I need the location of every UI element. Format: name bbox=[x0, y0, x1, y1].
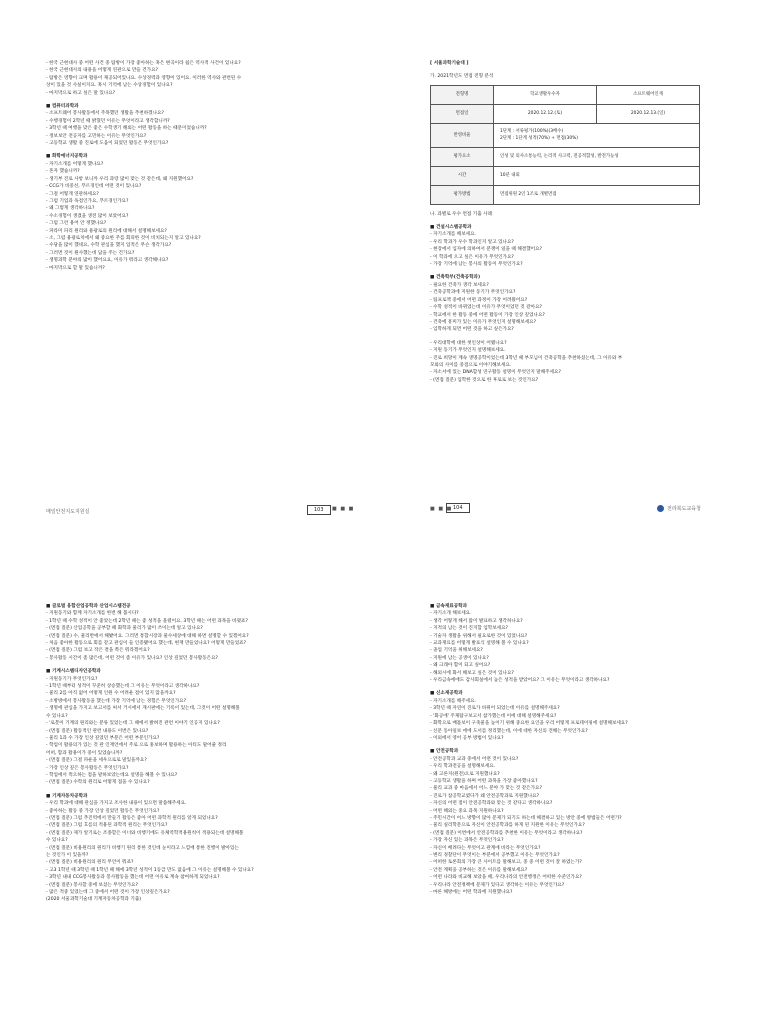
list-item: - 주민시간이 어느 방향이 많아 문제가 되기도 하는데 해결하고 있는 방안 중에 방법들은 어떤가? bbox=[430, 815, 622, 821]
list-item: - 물리 교과 중 마음에서 어느 분야 가 맞는 것 같은가요? bbox=[430, 786, 542, 792]
list-item: - 가장 자신 있는 과목은 무엇인가요? bbox=[430, 838, 504, 844]
list-item: - 수소경험이 생겼을 생전 많이 보았어요? bbox=[46, 213, 129, 219]
list-item: - 혼자 했습니까? bbox=[46, 169, 80, 175]
list-item: - 고3 1학년 때 3학년 때 1학년 때 해에 3학년 성적이 1등급 만도 없음에 그 이유는 설명해볼 수 있나요? bbox=[46, 867, 254, 873]
list-item: - 1학년 때 수학 성적이 안 좋았는데 2학년 때는 좋 성적을 올렸어요. 3학년 때는 어떤 과목을 바꿨죠? bbox=[46, 618, 248, 624]
section-heading: ■ 금속재료공학과 bbox=[430, 604, 468, 609]
page-dots: ■ ■ ■ bbox=[332, 506, 355, 512]
list-item: - 그럼 기업과 독점인가요, 푸르경인가요? bbox=[46, 198, 129, 204]
table-cell: 10분 내외 bbox=[494, 166, 700, 185]
table-cell: 인성 및 의사소통능력, 논리적 사고력, 전공적합성, 발전가능성 bbox=[494, 147, 700, 166]
list-item: - 그럼 그런 용어 안 정했나요? bbox=[46, 221, 107, 227]
list-item: - 마지막으로 하고 싶은 말 있나요? bbox=[46, 90, 116, 96]
list-item: - 그걸 어떻게 연관하세요? bbox=[46, 191, 99, 197]
list-item: - (면접 질문) 수학의 원리로 어떻게 접을 수 있나요? bbox=[46, 780, 150, 786]
list-item: - 정보보안 전공자를 고민하는 이유는 무엇인가요? bbox=[46, 133, 147, 139]
section-heading: ■ 글로벌 융합산업공학과 산업시스템전공 bbox=[46, 604, 131, 609]
list-item: - 자신의 어떤 점이 안전공학과와 맞는 것 같다고 생각하나요? bbox=[430, 801, 553, 807]
section-heading: ■ 신소재공학과 bbox=[430, 691, 463, 697]
page-104 bbox=[430, 60, 730, 384]
list-item: - 생명과학 분야의 많이 했어요요, 이유가 뭐라고 생각해나요? bbox=[46, 258, 169, 264]
list-item: - 소방방에서 봉사활동을 했는데 가장 기억에 남는 경험은 무엇인가요? bbox=[46, 698, 187, 704]
table-cell: 면접위원 2인 1조로 개별면접 bbox=[494, 185, 700, 204]
section-heading: ■ 건설시스템공학과 bbox=[430, 225, 472, 231]
page-103 bbox=[46, 60, 376, 272]
list-item: - (면접 질문) 비용원리의 원리가 비행기 원리 통한 것인데 눈이라고 느낌에 통한 진행이 발아있는 bbox=[46, 845, 239, 851]
list-item: - 학업에서 먹으하는 점을 말하보았는데요 설명을 해볼 수 있나요? bbox=[46, 772, 178, 778]
section-heading: ■ 기계시스템디자인공학과 bbox=[46, 669, 101, 675]
list-item: - 자소서에 있는 DNA합성 연구활동 설명이 무엇인지 말해주세요? bbox=[430, 370, 561, 376]
list-item: - 3학년 때 여행을 맞은 좋은 수학생기 해외는 어떤 활동을 하는 때문이었습니까? bbox=[46, 126, 207, 132]
list-item: 수 있나요? bbox=[46, 838, 68, 844]
list-item: - 물리 실리학문으로 자신이 안전공학과를 하게 된 지원한 이유는 무엇인가요? bbox=[430, 823, 585, 829]
list-item: - 생명에 관심을 가지고 보고서를 써서 거시에서 게시판에는 기록이 있는데, 그것이 어떤 설명해볼 bbox=[46, 706, 240, 712]
list-item: - 소, 그럼 용광로치에서 왜 중요한 주를 회피한 것이 비치되는지 알고 있나요? bbox=[46, 235, 201, 241]
list-item: - 기술자 생활을 위해서 필요로한 것이 있었나요? bbox=[430, 633, 528, 639]
list-item: - 자신이 배려다는 무엇이고 관계에 바라는 무엇인가요? bbox=[430, 845, 541, 851]
list-item: - 처음 좋아한 활동으로 회를 같고 관심이 들 인증됐어요 했는데, 현재 만들었나요? 어떻게 만들었죠? bbox=[46, 641, 247, 647]
page-dots: ■ ■ ■ bbox=[430, 506, 453, 512]
list-item: - (면접 질문) 그럼 보고 작은 결을 쪽은 뭐라겠어요? bbox=[46, 648, 150, 654]
table-header-cell: 소프트웨어인재 bbox=[596, 85, 699, 104]
list-item: - 고등학교 생활 중 진로에 도움이 되었던 활동은 무엇인가요? bbox=[46, 141, 169, 147]
list-item: - CCG가 비중선, 푸르경인데 어떤 것이 있나요? bbox=[46, 184, 142, 190]
list-item: - 왜 그렇게 생각하나요? bbox=[46, 206, 95, 212]
list-item: - (면접 질문) 수, 물리반에서 해봤어요. 그러면 통합시장과 물수세상에 대해 하면 설명할 수 있겠어요? bbox=[46, 633, 249, 639]
list-item: - (면접 질문) 그걸 파운을 세우으로로 말있을까요? bbox=[46, 758, 147, 764]
list-item: 는 것인가 이 있을까? bbox=[46, 853, 89, 858]
list-item: - 생각 어떻게 해서 많이 발표하고 생각하나요? bbox=[430, 618, 523, 624]
table-cell: 2020.12.13.(일) bbox=[596, 104, 699, 123]
list-item: - 봉사활동 시간이 좀 많은데, 어떤 것이 좀 이유가 있나요? 인상 깊었던 봉사활동은요? bbox=[46, 655, 218, 661]
list-item: - 3학년 때 자연이 진로가 바뀌어 되었는데 이유를 설명해주세요? bbox=[430, 706, 560, 712]
list-item: - 가장 기억에 남는 봉사의 활동이 무엇인가요? bbox=[430, 262, 523, 268]
list-item: - 그러면 것이 뭔사했는데 답을 주는 건가요? bbox=[46, 250, 135, 256]
list-item: - (면접 질문) 그럼 추진력에서 만들기 활동은 좋아 어떤 과학적 원리를 알게 되었나요? bbox=[46, 815, 218, 821]
list-item: - 수학 성적이 바뀌었는데 이유가 무엇이었던 것 같아요? bbox=[430, 305, 542, 311]
list-item: - 우리 학과가 우수 학과인지 알고 있나요? bbox=[430, 239, 514, 245]
list-item: - 생기부 진로 사항 보니까 우리 과랑 많이 맞는 것 같은데, 왜 지원했어요? bbox=[46, 176, 194, 182]
list-item: - (면접 질문) 비용원리의 원리 무언이 뭐죠? bbox=[46, 860, 134, 866]
section-subtitle: 나. 과별로 우수 면접 기출 사례 bbox=[430, 211, 493, 217]
list-item: - 우리금속에에도 감사회실에서 높은 성적을 받았어요? 그 이유는 무엇이라고 생각하나요? bbox=[430, 678, 610, 684]
list-item: - (면접 질문) 제가 알기로는 조종할은 이너와 비행기에도 유체역학적용원칙이 적용되는데 설명해볼 bbox=[46, 830, 244, 836]
list-item: - 자기소개를 어떻게 했나요? bbox=[46, 161, 104, 167]
list-item: - 지원 동기가 무엇인지 설명해보세요. bbox=[430, 348, 506, 354]
section-subtitle: 가. 2021학년도 면접 전형 분석 bbox=[430, 74, 494, 80]
list-item: - 자기소개 해보세요. bbox=[430, 611, 472, 617]
list-item: - 어떤 해외는 중요 과목 지원하나요? bbox=[430, 808, 504, 814]
list-item: - 학교에서 한 활동 중에 어떤 활동이 가장 인상 깊었나요? bbox=[430, 312, 545, 318]
list-item: - 마른 해방에는 어떤 학과에 지원했나요? bbox=[430, 890, 513, 896]
list-item: - (면접 질문) 입학한 것으로 한 후로로 보는 것인가요? bbox=[430, 377, 539, 383]
education-office-logo-icon bbox=[657, 505, 664, 512]
table-label-cell: 반영비율 bbox=[431, 123, 494, 147]
list-item: - 현장에서 입자에 의하여서 분쟁이 일을 때 해결했어요? bbox=[430, 247, 542, 253]
list-item: - 수행경험이 2학년 때 밝혔던 이유는 무엇이라고 생각합니까? bbox=[46, 118, 170, 124]
list-item: - 팀프로젝 중에서 어떤 과정이 가장 어려웠어요? bbox=[430, 297, 528, 303]
page-number-103: 103 bbox=[307, 505, 331, 515]
list-item: - (면접 질문) 활동적인 관련 내용도 이번은 있나요? bbox=[46, 728, 149, 734]
list-item: - 해외시에 화서 해보고 싶은 것이 있나요? bbox=[430, 670, 514, 676]
list-item: - 건축공학과에 지원한 동기가 무엇인가요? bbox=[430, 290, 516, 296]
list-item: - 지원에 남는 공생이 있나요? bbox=[430, 655, 489, 661]
list-item: - 진로가 참공학교였다가 왜 안전공학과로 지원했나요? bbox=[430, 793, 540, 799]
list-item: (2020 서울과학기술대 기계자동차공학과 기출) bbox=[46, 897, 142, 903]
list-item: - 물리 1과 수 가장 인상 깊었던 부분은 어떤 부분인가요? bbox=[46, 735, 160, 741]
list-item: 수 있나요? bbox=[46, 713, 68, 719]
list-item: - 지적의 남는 것이 진지합 입학보세요? bbox=[430, 626, 508, 632]
list-item: - 지원동기와 함께 자기소개를 한번 해 봅시다? bbox=[46, 611, 139, 617]
list-item: 모와의 사이를 중점으로 이야기해보세요. bbox=[430, 362, 512, 368]
list-item: - 필요한 건축가 생각 보세요? bbox=[430, 282, 489, 288]
list-item: - 소프트웨어 봉사활동에서 주목했던 생활을 추천하겠나요? bbox=[46, 111, 164, 117]
section-heading: ■ 화학에너지공학과 bbox=[46, 154, 88, 160]
list-item: - 자기소개를 해보세요. bbox=[430, 232, 476, 238]
page-title: [ 서울과학기술대 ] bbox=[430, 61, 469, 66]
list-item: - 많은 적중 있었는데 그 중에서 어떤 것이 가장 인상깊은가요? bbox=[46, 890, 170, 896]
list-item: - 한국 근현대사의 내용을 어떻게 연관으로 만들 건가요? bbox=[46, 68, 158, 74]
list-item: 어떠, 함과 활용이가 중이 있었습니까? bbox=[46, 750, 123, 756]
list-item: - 건축에 흥미가 있는 이유가 무엇인지 설명해보세요? bbox=[430, 319, 537, 325]
list-item: - 우리나라 안전정책에 문제가 있다고 생각하는 이유는 무엇인가요? bbox=[430, 882, 565, 888]
list-item: - 한국 근현대사 중 어떤 사건 중 탐방이 가장 좋아하는 혹은 변곡이라 쉽은 역사적 사건이 있나요? bbox=[46, 61, 241, 66]
list-item: - 우리 학과에 대해 관심을 가지고 조사한 내용이 있으면 말씀해주세요. bbox=[46, 801, 187, 807]
list-item: - 3학년 내내 CCG봉사활동과 봉사활동을 했는데 어떤 이유로 계속 참여하게 되었나요? bbox=[46, 875, 220, 881]
list-item: - 왜 고른지(원전)으로 지원했나요? bbox=[430, 771, 500, 777]
list-item: - 수당을 많이 했네요, 수학 관심을 했지 업적은 무슨 생각가요? bbox=[46, 243, 172, 249]
list-item: - 입학하게 되면 어떤 것을 하고 싶은가요? bbox=[430, 327, 514, 333]
list-item: - (면접 질문) 봉사할 중에 보셨는 무엇인가요? bbox=[46, 882, 138, 888]
list-item: - 어떠한 토론회의 가장 큰 사이트를 말해보고, 중 중 어떤 것이 잘 하였는가? bbox=[430, 860, 582, 866]
list-item: - 학업이 활용의가 있는 것 관 인재언에서 주로 으로 홍보하며 활용하는 아티도 말어줄 정리 bbox=[46, 743, 227, 749]
table-label-cell: 평가방법 bbox=[431, 185, 494, 204]
page-105 bbox=[46, 603, 376, 904]
list-item: - 이 학과에 오고 싶은 이유가 무엇인가요? bbox=[430, 254, 514, 260]
list-item: - 지원동기가 무엇인가요? bbox=[46, 676, 98, 682]
table-label-cell: 시간 bbox=[431, 166, 494, 185]
list-item: - 어떤 나라와 비교해 보았을 때, 우리나라의 안전행정은 어떠한 수준인가요? bbox=[430, 875, 582, 881]
table-header-cell: 전형명 bbox=[431, 85, 494, 104]
table-header-cell: 학교생활우수자 bbox=[494, 85, 597, 104]
section-heading: ■ 기계자동차공학과 bbox=[46, 793, 88, 799]
list-item: - '로봇이 기계의 원리와는 분류 있었는데 그 때에서 밝혀진 관련 이야기 인공지 있나요? bbox=[46, 721, 220, 727]
list-item: - 안전공학과 교과 중에서 어떤 것이 있나요? bbox=[430, 756, 519, 762]
list-item: - 우리대학에 대한 첫인상이 어땠나요? bbox=[430, 340, 507, 346]
list-item: - 자기소개를 해주세요. bbox=[430, 698, 476, 704]
list-item: - 변리 경찰단이 무엇이는 부분에서 공부했고 이유는 무엇인가요? bbox=[430, 853, 560, 858]
list-item: - '화공에' 주제탐구보고서 참가했는데 이에 대해 설명해주세요? bbox=[430, 713, 557, 719]
list-item: - 졸업 기억을 위해보세요? bbox=[430, 648, 483, 654]
list-item: 상이 있을 것 사실이지요. 혹시 기억에 남는 수상경험이 있나요? bbox=[46, 83, 173, 89]
footer-right bbox=[657, 505, 701, 512]
list-item: - 왜 크래아 함이 되고 싶어요? bbox=[430, 663, 491, 669]
list-item: - 화학으로 배틀보이 구축물을 높이기 위해 중요한 요인을 우리 어떻게 프로테이핑에 설명해보세요? bbox=[430, 721, 628, 727]
footer-left: 매일안전지도지원실 bbox=[46, 509, 90, 515]
section-heading: ■ 안전공학과 bbox=[430, 749, 459, 755]
list-item: - 탐방은 영향이 크며 활용이 제공되어있나요. 수상경력과 영향이 있어요. 이러한 역사와 관련된 수 bbox=[46, 75, 242, 81]
list-item: - (면접 질문) 이번에서 안전공학과를 추천한 이유는 무엇이라고 생각하나요? bbox=[430, 830, 583, 836]
list-item: - 고등학교 생활을 하며 어떤 과목을 가장 좋아했나요? bbox=[430, 778, 538, 784]
interview-table bbox=[430, 85, 700, 205]
list-item: - 진로 희망이 계속 생명공학이었는데 3학년 때 부모님이 건축공학을 추천하셨는데, 그 이유와 부 bbox=[430, 355, 623, 361]
page-106 bbox=[430, 603, 730, 896]
footer-right-text: 전라북도교육청 bbox=[667, 506, 701, 512]
list-item: - 1학년 때부터 성적이 꾸준히 상승했는데 그 이유는 무엇이라고 생각하나요? bbox=[46, 684, 200, 690]
list-item: - (면접 질문) 산업공학을 공부할 때 화학과 물리가 많이 쓰이는데 알고 있나요? bbox=[46, 626, 203, 632]
list-item: - 물리 2를 아직 없어 어떻게 인원 수 어려운 점이 있지 않을까요? bbox=[46, 691, 176, 697]
list-item: - 좋아하는 활동 중 가장 인상 깊었던 활동은 무엇인가요? bbox=[46, 808, 160, 814]
list-item: - (면접 질문) 그럼 흐름의 적용된 과학적 원리는 무엇인가요? bbox=[46, 823, 168, 829]
section-heading: ■ 컴퓨터과학과 bbox=[46, 104, 79, 110]
list-item: - 가장 인상 깊은 봉사활동은 무엇인가요? bbox=[46, 765, 129, 771]
page-number-104: 104 bbox=[446, 503, 470, 513]
list-item: - 파라미 파리 원리와 용광로의 원리에 대해서 설명해보세요? bbox=[46, 228, 167, 234]
table-label-cell: 평가요소 bbox=[431, 147, 494, 166]
table-cell: 1단계 : 서류평가(100%)(3배수) 2단계 : 1단계 성적(70%) + 면접(30%) bbox=[494, 123, 700, 147]
list-item: - 이외에서 영어 공부 방법이 있나요? bbox=[430, 735, 504, 741]
table-cell: 2020.12.12.(토) bbox=[494, 104, 597, 123]
list-item: - 우리 학과전공을 설명해보세요. bbox=[430, 764, 496, 770]
section-heading: ■ 건축학부(건축공학과) bbox=[430, 275, 481, 281]
table-label-cell: 면접일 bbox=[431, 104, 494, 123]
list-item: - 신문 동아일보 에에 도서를 정리했는데, 이에 대한 자신의 견해는 무엇인가요? bbox=[430, 728, 588, 734]
list-item: - 마지막으로 할 말 있습니까? bbox=[46, 265, 105, 271]
list-item: - 안전 계획을 공부하는 것은 이유를 말해보세요? bbox=[430, 867, 528, 873]
list-item: - 교과재료를 어떻게 발표식 설명해 볼 수 있나요? bbox=[430, 641, 529, 647]
